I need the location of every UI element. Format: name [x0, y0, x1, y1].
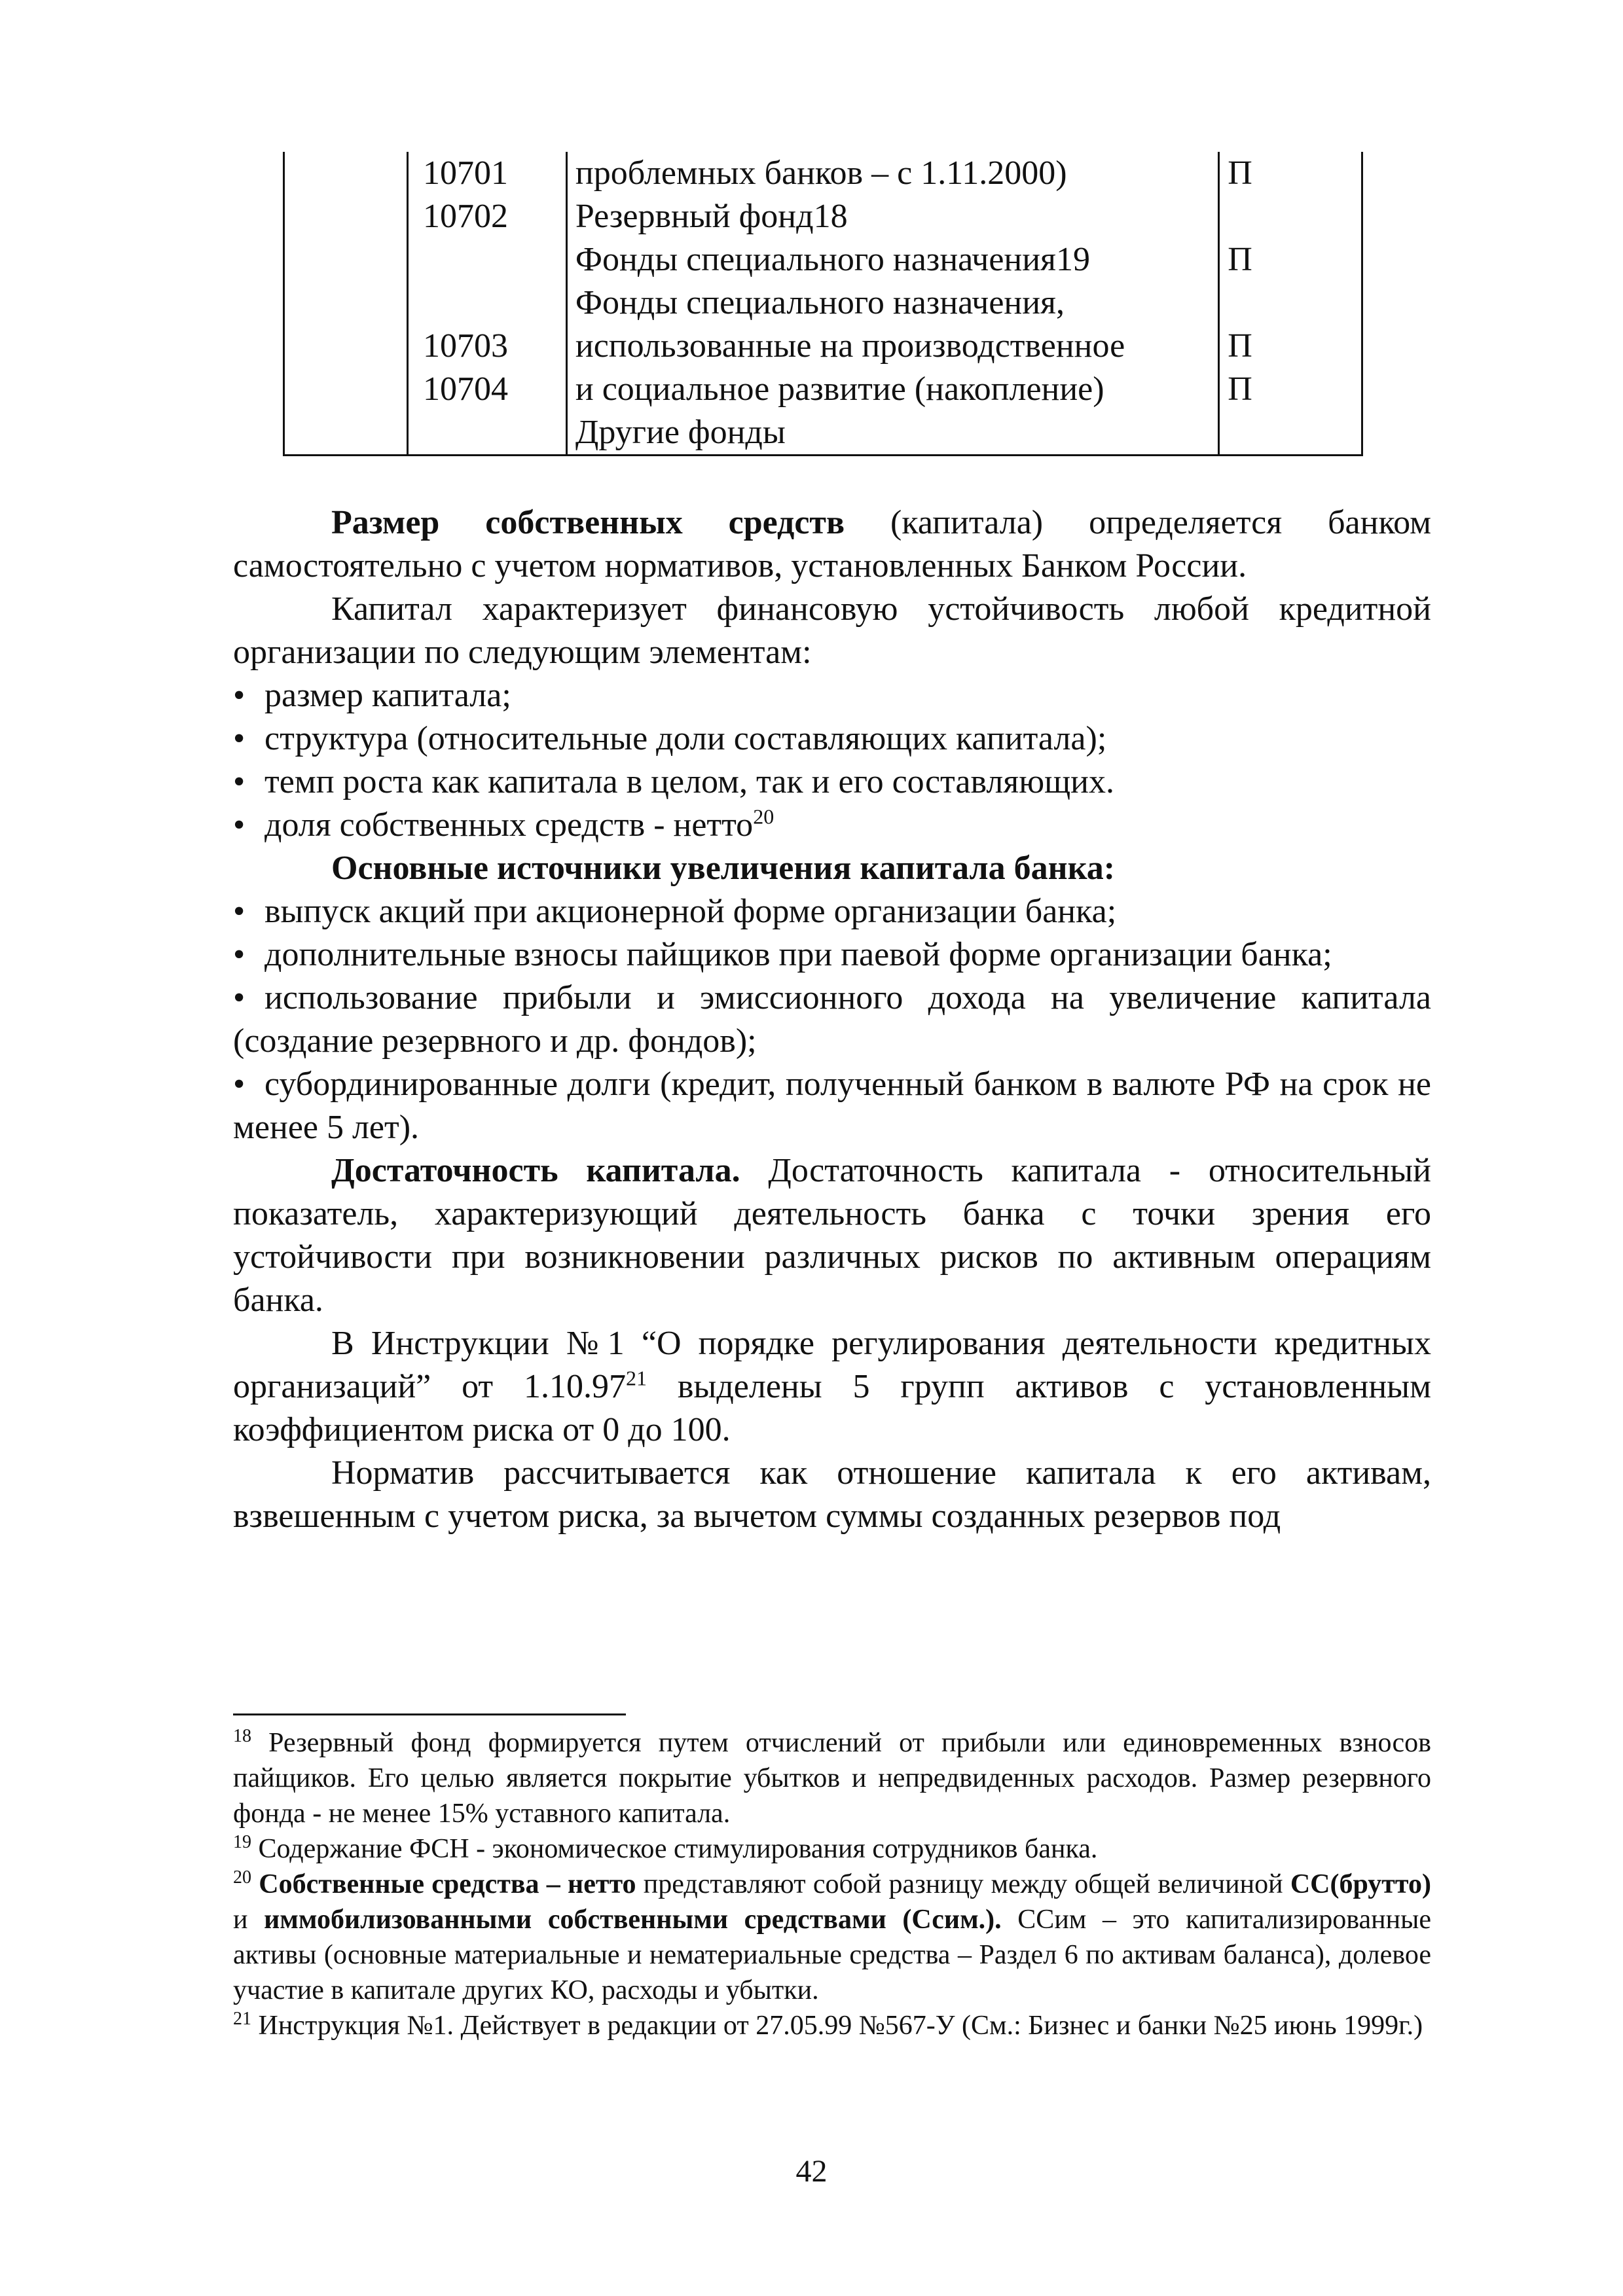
list-item: • дополнительные взносы пайщиков при паевой форме организации банка;	[233, 933, 1431, 977]
footnote-ref: 21	[626, 1366, 647, 1390]
table-row	[284, 152, 1362, 195]
cell-account-name: и социальное развитие (накопление)	[566, 368, 1218, 411]
cell-account-code: 10703	[407, 325, 566, 368]
cell-account-name: Фонды специального назначения,	[566, 281, 1218, 325]
cell-account-type: П	[1219, 238, 1362, 281]
table-row	[284, 325, 1362, 368]
footnote-20: $^{20}$ Собственные средства – нетто представляют собой разницу между общей величиной СС(брутто) и иммобилизованными собственными средствами (Ссим.). ССим – это капитализированные активы (основные материальные и нематериальные средства – Раздел 6 по активам баланса), долевое участие в капитале других КО, расходы и убытки.	[233, 1867, 1431, 2005]
accounts-table	[283, 152, 1363, 456]
cell-account-code	[407, 411, 566, 456]
cell-account-code	[407, 238, 566, 281]
cell-account-type	[1219, 281, 1362, 325]
cell-account-code: 10701	[407, 152, 566, 195]
cell-account-type: П	[1219, 325, 1362, 368]
cell-blank	[284, 325, 408, 368]
footnote-18: $^{18}$ Резервный фонд формируется путем отчислений от прибыли или единовременных взносов пайщиков. Его целью является покрытие убытков и непредвиденных расходов. Размер резервного фонда - не менее 15% уставного капитала.	[233, 1726, 1431, 1829]
cell-account-name: Другие фонды	[566, 411, 1218, 456]
paragraph-capital-size: Размер собственных средств (капитала) определяется банком самостоятельно с учетом нормативов, установленных Банком России.	[233, 504, 1431, 584]
cell-blank	[284, 281, 408, 325]
main-text	[233, 501, 1431, 1538]
paragraph-capital-characterizes: Капитал характеризует финансовую устойчивость любой кредитной организации по следующим элементам:	[233, 590, 1431, 671]
list-item: • использование прибыли и эмиссионного дохода на увеличение капитала (создание резервного и др. фондов);	[233, 977, 1431, 1063]
cell-account-name: Резервный фонд18	[566, 195, 1218, 238]
list-item: • субординированные долги (кредит, полученный банком в валюте РФ на срок не менее 5 лет).	[233, 1063, 1431, 1149]
footnote-separator	[233, 1713, 626, 1715]
table-row	[284, 238, 1362, 281]
page-number: 42	[795, 2154, 828, 2189]
cell-account-type	[1219, 411, 1362, 456]
cell-account-type: П	[1219, 152, 1362, 195]
cell-account-code	[407, 281, 566, 325]
cell-account-name: использованные на производственное	[566, 325, 1218, 368]
footnote-ref: 20	[753, 804, 775, 829]
cell-blank	[284, 238, 408, 281]
list-item: • структура (относительные доли составляющих капитала);	[233, 717, 1431, 761]
cell-account-name: Фонды специального назначения19	[566, 238, 1218, 281]
cell-account-code: 10702	[407, 195, 566, 238]
table-row	[284, 281, 1362, 325]
paragraph-capital-adequacy: Достаточность капитала. Достаточность капитала - относительный показатель, характеризующий деятельность банка с точки зрения его устойчивости при возникновении различных рисков по активным операциям банка.	[233, 1152, 1431, 1319]
cell-blank	[284, 195, 408, 238]
table-row	[284, 411, 1362, 456]
list-item: • доля собственных средств - нетто$^{20}$	[233, 804, 1431, 847]
cell-account-code: 10704	[407, 368, 566, 411]
table-row	[284, 195, 1362, 238]
list-item: • размер капитала;	[233, 674, 1431, 717]
paragraph-normative: Норматив рассчитывается как отношение капитала к его активам, взвешенным с учетом риска, за вычетом суммы созданных резервов под	[233, 1454, 1431, 1535]
cell-account-type	[1219, 195, 1362, 238]
paragraph-instruction: В Инструкции №1 “О порядке регулирования деятельности кредитных организаций” от 1.10.97$^{21}$ выделены 5 групп активов с установленным коэффициентом риска от 0 до 100.	[233, 1325, 1432, 1448]
footnote-21: $^{21}$ Инструкция №1. Действует в редакции от 27.05.99 №567-У (См.: Бизнес и банки №25 июнь 1999г.)	[233, 2009, 1423, 2041]
list-item: • темп роста как капитала в целом, так и его составляющих.	[233, 761, 1431, 804]
cell-blank	[284, 411, 408, 456]
list-item: • выпуск акций при акционерной форме организации банка;	[233, 890, 1431, 933]
table-row	[284, 368, 1362, 411]
footnote-19: $^{19}$ Содержание ФСН - экономическое стимулирования сотрудников банка.	[233, 1832, 1098, 1864]
cell-blank	[284, 152, 408, 195]
cell-blank	[284, 368, 408, 411]
cell-account-name: проблемных банков – с 1.11.2000)	[566, 152, 1218, 195]
section-heading: Основные источники увеличения капитала банка:	[331, 850, 1116, 887]
footnotes	[233, 1725, 1431, 2043]
cell-account-type: П	[1219, 368, 1362, 411]
